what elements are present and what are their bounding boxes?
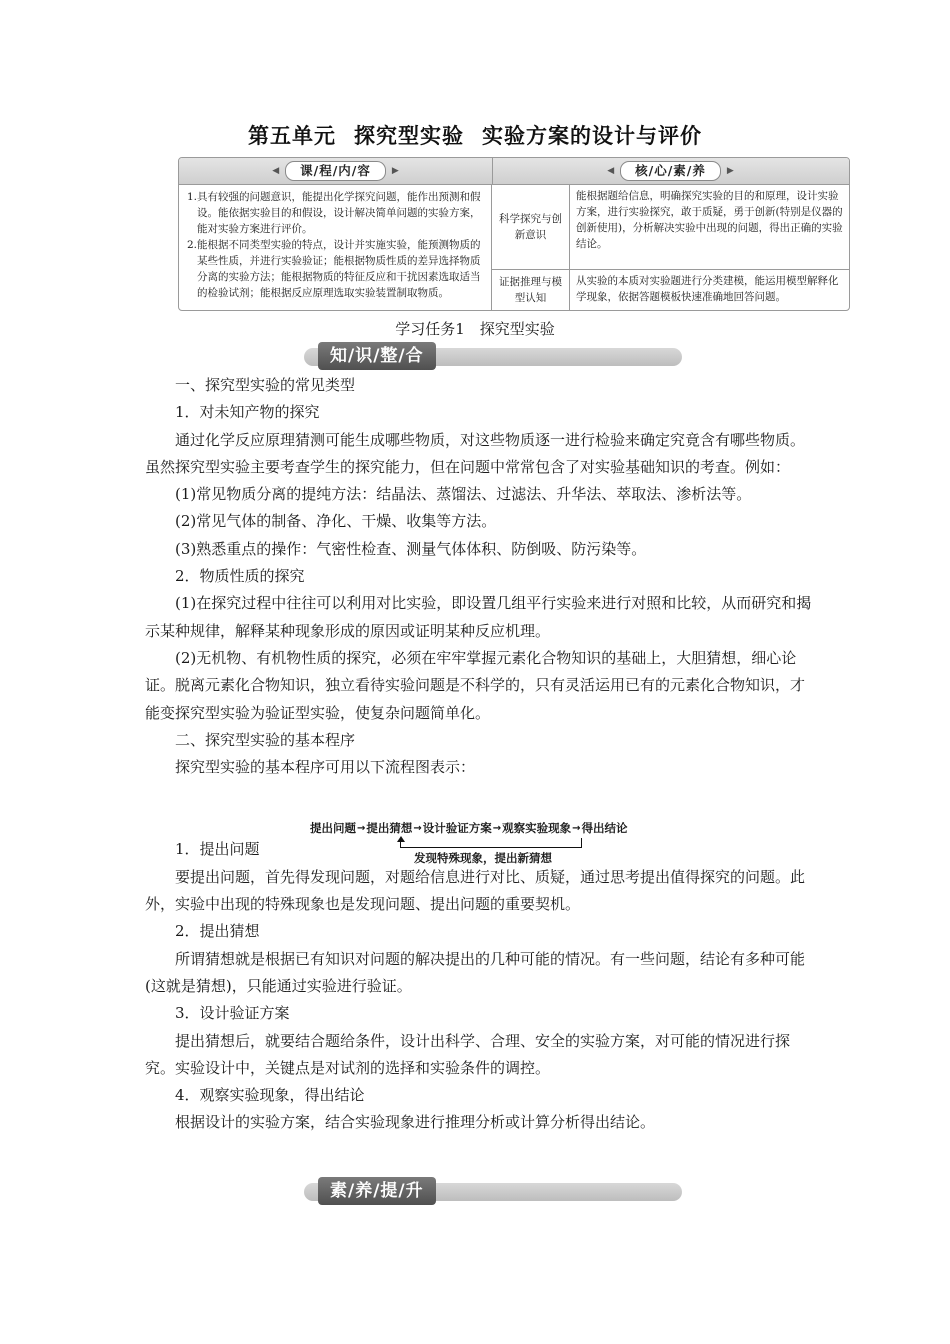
- left-triangle-icon: ◀: [272, 166, 280, 176]
- feedback-loop-arrow: [400, 838, 582, 848]
- table-header: [179, 158, 849, 185]
- arrow-right-icon: →: [357, 822, 366, 834]
- competency-row: [492, 270, 849, 310]
- course-item: 2.能根据不同类型实验的特点，设计并实施实验，能预测物质的某些性质，并进行实验验证；能根据物质性质的差异选择物质分离的实验方法；能根据物质的特征反应和干扰因素选取适当的检验试剂；能根据反应原理选取实验装置制取物质。: [187, 239, 481, 299]
- left-triangle-icon: ◀: [607, 166, 615, 176]
- arrow-right-icon: →: [492, 822, 502, 834]
- paragraph: 提出猜想后，就要结合题给条件，设计出科学、合理、安全的实验方案，对可能的情况进行探究。实验设计中，关键点是对试剂的选择和实验条件的调控。: [145, 1031, 791, 1077]
- competency-desc: 能根据题给信息，明确探究实验的目的和原理，设计实验方案，进行实验探究，敢于质疑，勇于创新(特别是仪器的创新使用)，分析解决实验中出现的问题，得出正确的实验结论。: [576, 190, 843, 250]
- subheading: 1．提出问题: [175, 840, 260, 859]
- core-literacy-header: ◀ 核/心/素/养 ▶: [607, 161, 734, 181]
- procedure-flowchart: [310, 820, 680, 868]
- competency-row: [492, 185, 849, 270]
- flow-step: 得出结论: [581, 821, 628, 835]
- page-title: 第五单元 探究型实验 实验方案的设计与评价: [248, 124, 702, 148]
- paragraph: 通过化学反应原理猜测可能生成哪些物质，对这些物质逐一进行检验来确定究竟含有哪些物质。虽然探究型实验主要考查学生的探究能力，但在问题中常常包含了对实验基础知识的考查。例如：: [145, 430, 806, 476]
- competency-name: 科学探究与创新意识: [492, 185, 570, 269]
- subheading: 1．对未知产物的探究: [175, 403, 320, 422]
- arrow-right-icon: →: [572, 822, 581, 834]
- paragraph: (2)无机物、有机物性质的探究，必须在牢牢掌握元素化合物知识的基础上，大胆猜想，细心论证。脱离元素化合物知识，独立看待实验问题是不科学的，只有灵活运用已有的元素化合物知识，才能变探究型实验为验证型实验，使复杂问题简单化。: [145, 648, 806, 722]
- paragraph: 要提出问题，首先得发现问题，对题给信息进行对比、质疑，通过思考提出值得探究的问题。此外，实验中出现的特殊现象也是发现问题、提出问题的重要契机。: [145, 867, 806, 914]
- course-content-header: ◀ 课/程/内/容 ▶: [272, 161, 399, 181]
- arrow-right-icon: →: [413, 822, 422, 834]
- course-item: 1.具有较强的问题意识，能提出化学探究问题，能作出预测和假设。能依据实验目的和假设，设计解决简单问题的实验方案，能对实验方案进行评价。: [187, 191, 481, 235]
- list-item: (1)常见物质分离的提纯方法：结晶法、蒸馏法、过滤法、升华法、萃取法、渗析法等。: [175, 485, 752, 504]
- subheading: 2．提出猜想: [175, 922, 260, 941]
- competency-desc: 从实验的本质对实验题进行分类建模，能运用模型解释化学现象，依据答题模板快速准确地回答问题。: [576, 275, 839, 303]
- heading-1: 一、探究型实验的常见类型: [175, 376, 356, 394]
- standards-table: [178, 157, 850, 311]
- paragraph: (1)在探究过程中往往可以利用对比实验，即设置几组平行实验来进行对照和比较，从而研究和揭示某种规律，解释某种现象形成的原因或证明某种反应机理。: [145, 594, 812, 640]
- right-triangle-icon: ▶: [726, 166, 734, 176]
- subheading: 2．物质性质的探究: [175, 567, 305, 586]
- subheading: 3．设计验证方案: [175, 1004, 290, 1023]
- flow-steps: [310, 820, 628, 836]
- flow-step: 提出问题: [310, 821, 356, 835]
- competency-name: 证据推理与模型认知: [492, 270, 570, 310]
- heading-2: 二、探究型实验的基本程序: [175, 730, 356, 749]
- section-title: 学习任务1 探究型实验: [395, 320, 555, 338]
- knowledge-banner: 知/识/整/合: [304, 348, 682, 366]
- right-triangle-icon: ▶: [391, 166, 399, 176]
- literacy-banner: 素/养/提/升: [304, 1183, 682, 1201]
- paragraph: 根据设计的实验方案，结合实验现象进行推理分析或计算分析得出结论。: [175, 1113, 656, 1132]
- flow-step: 设计验证方案: [422, 821, 492, 835]
- paragraph: 探究型实验的基本程序可用以下流程图表示：: [175, 758, 476, 777]
- list-item: (3)熟悉重点的操作：气密性检查、测量气体体积、防倒吸、防污染等。: [175, 539, 647, 558]
- flow-step: 观察实验现象: [502, 821, 572, 835]
- paragraph: 所谓猜想就是根据已有知识对问题的解决提出的几种可能的情况。有一些问题，结论有多种可能(这就是猜想)，只能通过实验进行验证。: [145, 949, 806, 995]
- body-text: [145, 372, 815, 1137]
- list-item: (2)常见气体的制备、净化、干燥、收集等方法。: [175, 512, 497, 531]
- flow-feedback-label: 发现特殊现象，提出新猜想: [414, 851, 552, 865]
- subheading: 4．观察实验现象，得出结论: [175, 1086, 365, 1105]
- flow-step: 提出猜想: [366, 821, 413, 835]
- course-content-cell: [179, 185, 492, 310]
